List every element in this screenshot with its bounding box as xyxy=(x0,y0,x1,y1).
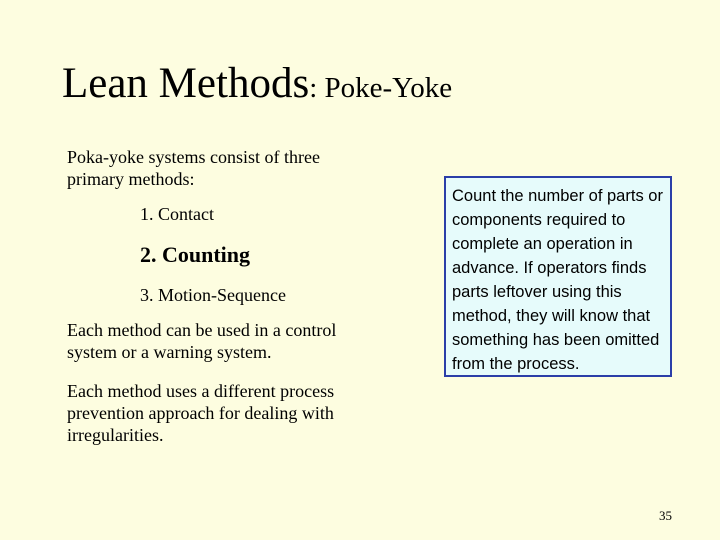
method-item-counting: 2. Counting xyxy=(140,242,251,267)
callout-text: Count the number of parts or components required to complete an operation in advance. If operators finds parts leftover using this method, they will know that something has been omitted from the process. xyxy=(452,187,663,373)
intro-text: Poka-yoke systems consist of three primary methods: xyxy=(67,147,320,189)
page-number: 35 xyxy=(659,508,672,523)
counting-callout-box xyxy=(444,176,672,377)
method-item-motion-sequence: 3. Motion-Sequence xyxy=(140,285,286,305)
slide-title xyxy=(62,62,452,105)
title-main: Lean Methods xyxy=(62,60,310,107)
paragraph-control-warning: Each method can be used in a control system or a warning system. xyxy=(67,320,337,362)
title-subtitle: : Poke-Yoke xyxy=(309,72,453,104)
method-item-contact: 1. Contact xyxy=(140,204,214,224)
paragraph-prevention-approach: Each method uses a different process prevention approach for dealing with irregularities. xyxy=(67,381,335,445)
